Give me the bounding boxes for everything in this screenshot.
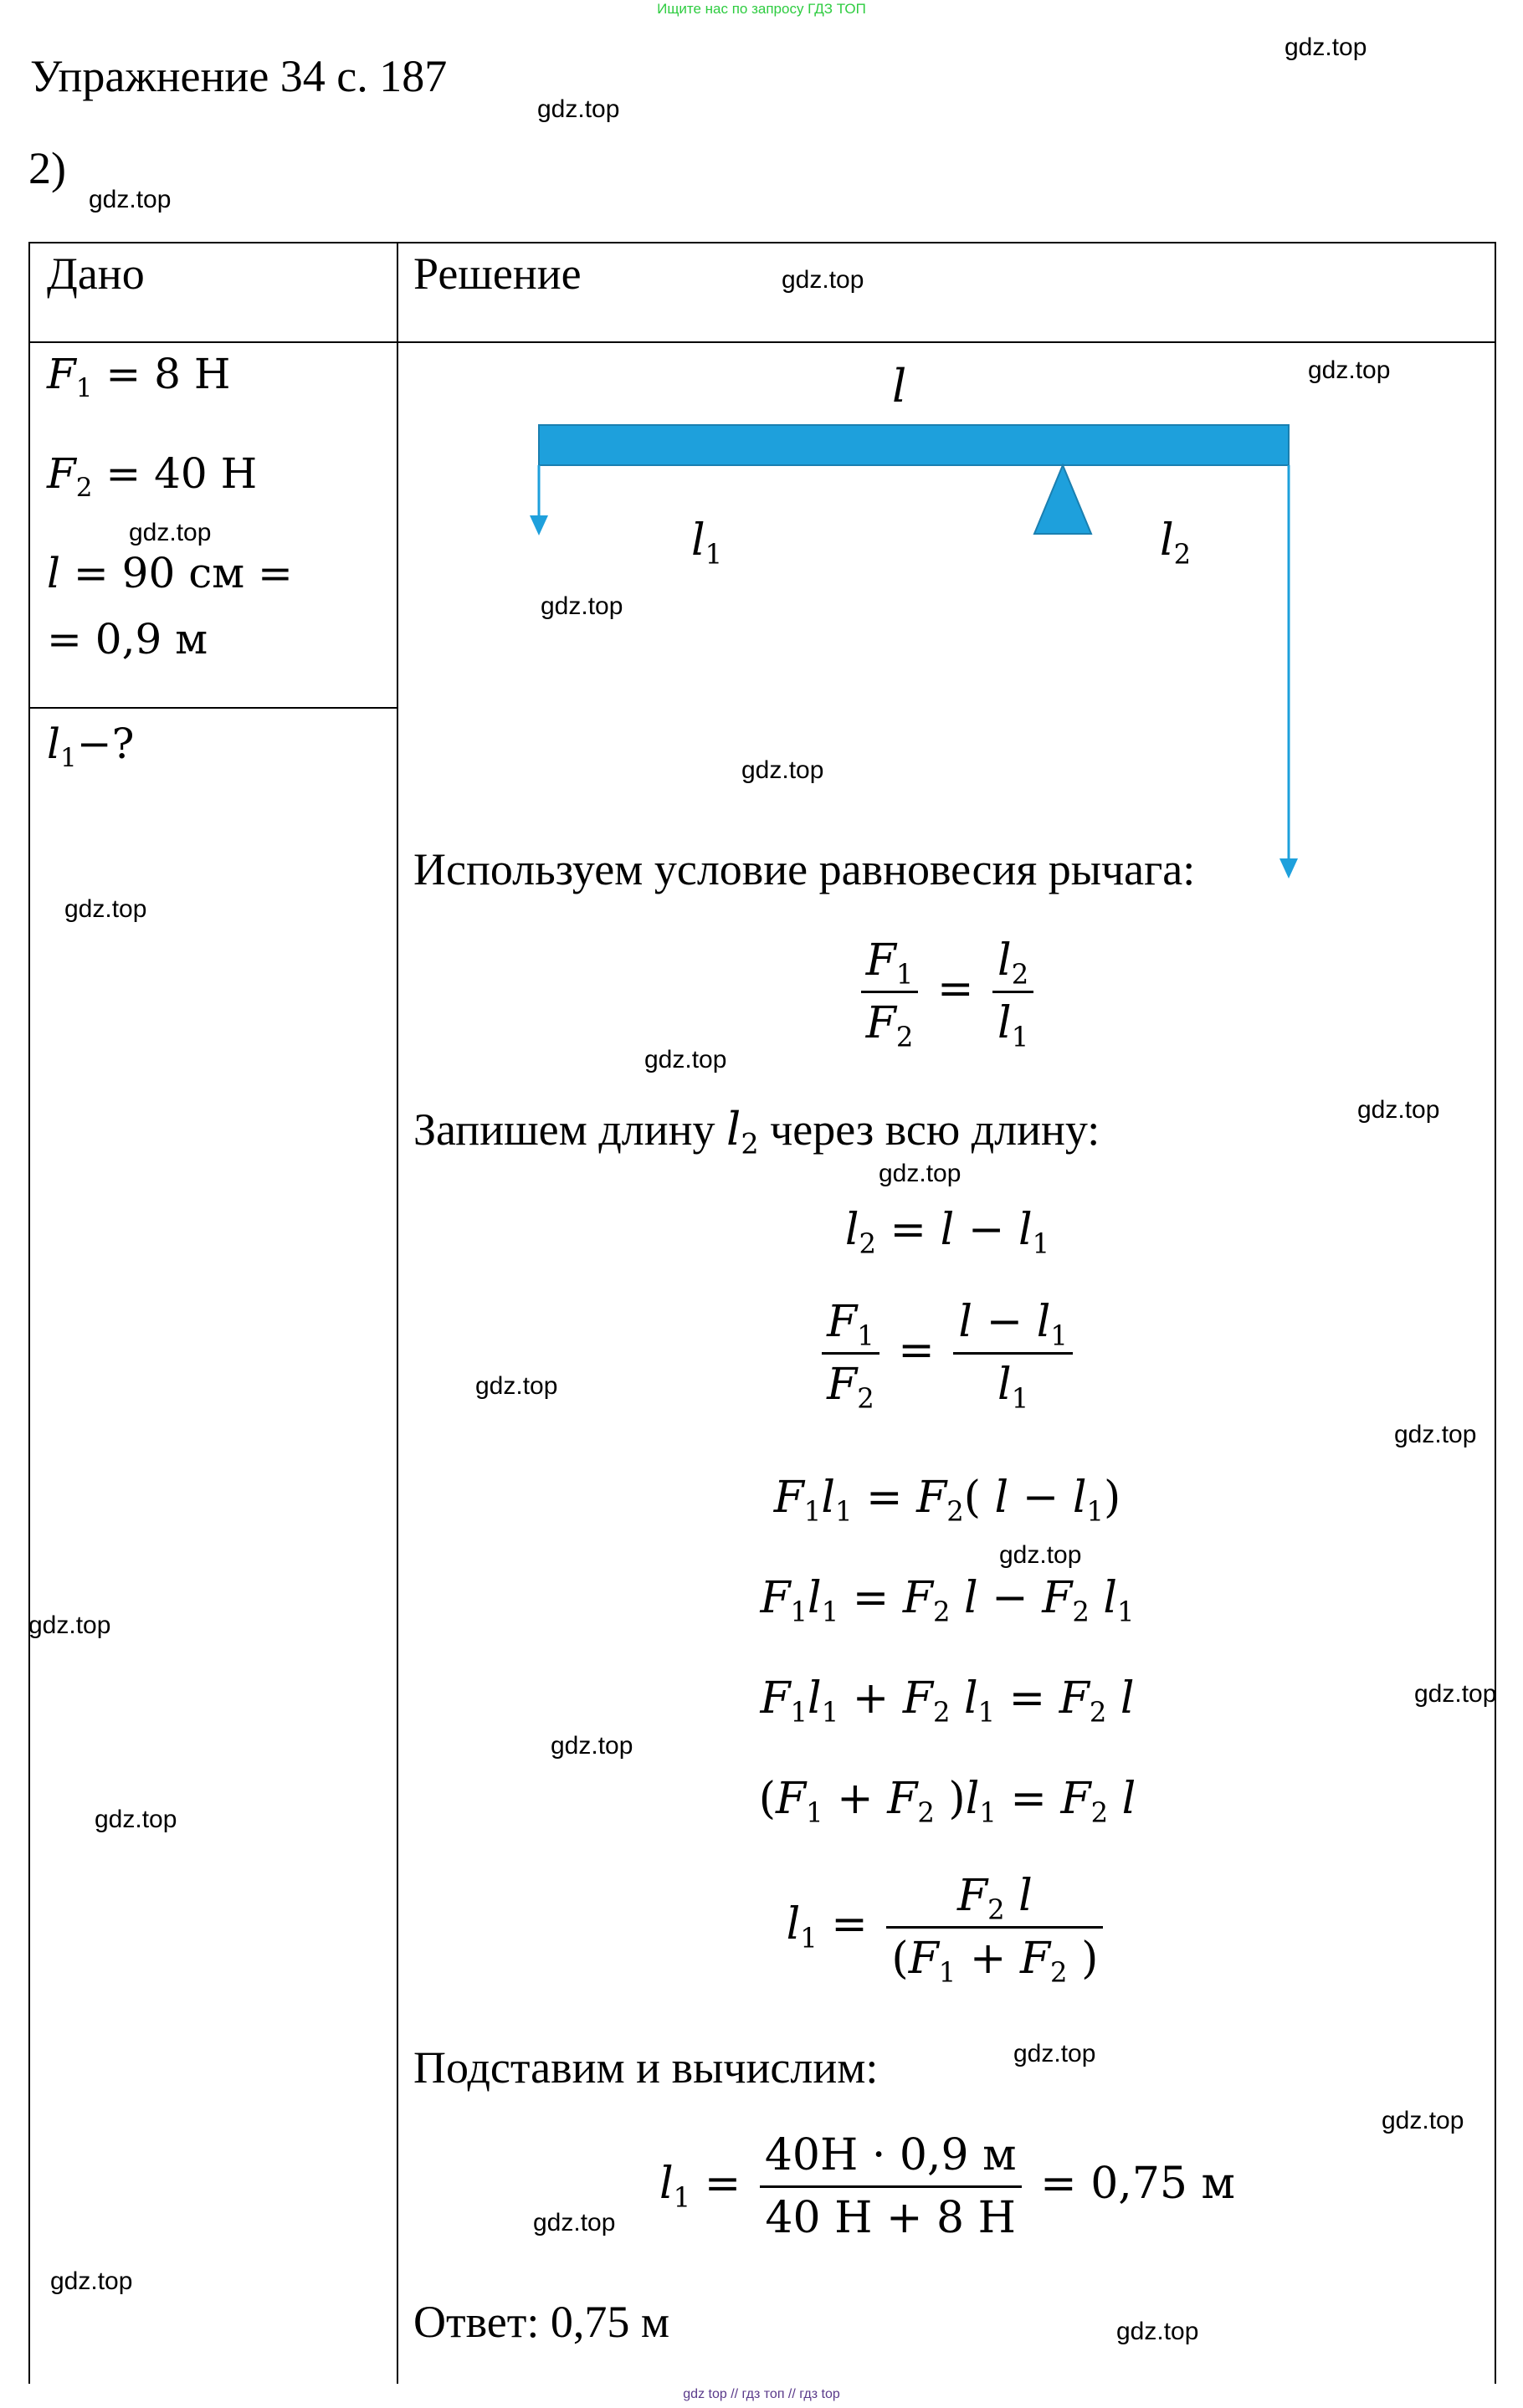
answer-text: Ответ: 0,75 м [413, 2297, 670, 2347]
watermark: gdz.top [64, 895, 147, 923]
watermark: gdz.top [1308, 356, 1391, 384]
watermark: gdz.top [89, 186, 172, 213]
given-length: l = 90 см = [47, 549, 293, 597]
watermark: gdz.top [537, 95, 620, 123]
lever-diagram [519, 410, 1322, 895]
watermark: gdz.top [1013, 2040, 1096, 2067]
watermark: gdz.top [1357, 1096, 1440, 1124]
diagram-label-l1: $l_1$ [691, 515, 723, 571]
equation-substituted: $\frac{F_1}{F_2}$ = $\frac{l - l_1}{l_1}$ [398, 1297, 1496, 1410]
equation-step-2: $F_1l_1 = F_2$ $l - F_2$ $l_1$ [760, 1573, 1135, 1628]
equation-step-4: ($F_1 + F_2$ )$l_1 = F_2$ l [758, 1774, 1136, 1829]
equation-step-1: $F_1l_1 = F_2$( $l - l_1$) [773, 1473, 1121, 1528]
watermark: gdz.top [1414, 1680, 1497, 1708]
watermark: gdz.top [999, 1541, 1082, 1569]
equilibrium-equation: $\frac{F_1}{F_2}$ = $\frac{l_2}{l_1}$ [398, 935, 1496, 1048]
watermark: gdz.top [129, 519, 212, 546]
watermark: gdz.top [782, 266, 864, 294]
diagram-label-l: l [892, 360, 907, 412]
watermark: gdz.top [475, 1372, 558, 1400]
equation-l1-formula: $l_1$ = $\frac{F_2 l}{(F_1 + F_2 )}$ [398, 1871, 1496, 1984]
given-divider [28, 707, 398, 709]
watermark: gdz.top [50, 2267, 133, 2295]
force-f1-arrowhead [530, 515, 548, 535]
equation-step-3: $F_1l_1 + F_2$ $l_1 = F_2$ l [760, 1673, 1135, 1729]
fulcrum [1034, 465, 1091, 534]
given-f1: $F_1 = 8$ Н [47, 350, 231, 403]
given-f2: $F_2 = 40$ Н [47, 449, 258, 503]
bottom-links[interactable]: gdz top // гдз топ // гдз top [683, 2387, 840, 2401]
substitute-text: Подставим и вычислим: [413, 2042, 879, 2093]
force-f2-arrowhead [1279, 858, 1298, 879]
watermark: gdz.top [28, 1611, 111, 1639]
part-label: 2) [28, 143, 66, 193]
solution-header: Решение [413, 248, 582, 299]
diagram-label-l2: $l_2$ [1160, 515, 1192, 571]
equation-calculation: $l_1$ = $\frac{40Н \cdot 0,9 м}{40 Н + 8 Н}$ = 0,75 м [659, 2130, 1235, 2243]
watermark: gdz.top [533, 2209, 616, 2236]
lever-beam [539, 425, 1289, 465]
length-text: Запишем длину $l_2$ через всю длину: [413, 1103, 1100, 1160]
page-title: Упражнение 34 с. 187 [30, 51, 448, 101]
header-divider [28, 341, 1496, 343]
given-length-meters: = 0,9 м [47, 615, 208, 663]
watermark: gdz.top [95, 1806, 177, 1833]
watermark: gdz.top [1382, 2107, 1464, 2134]
watermark: gdz.top [644, 1046, 727, 1073]
watermark: gdz.top [741, 756, 824, 784]
top-banner[interactable]: Ищите нас по запросу ГДЗ ТОП [657, 1, 866, 17]
given-header: Дано [47, 248, 145, 299]
watermark: gdz.top [879, 1160, 961, 1187]
watermark: gdz.top [1394, 1421, 1477, 1448]
watermark: gdz.top [541, 592, 623, 620]
watermark: gdz.top [551, 1732, 633, 1760]
equation-l2: $l_2 = l - l_1$ [844, 1205, 1050, 1260]
find-l1: $l_1-$? [47, 720, 135, 773]
watermark: gdz.top [1285, 33, 1367, 61]
watermark: gdz.top [1116, 2318, 1199, 2345]
equilibrium-text: Используем условие равновесия рычага: [413, 844, 1196, 894]
